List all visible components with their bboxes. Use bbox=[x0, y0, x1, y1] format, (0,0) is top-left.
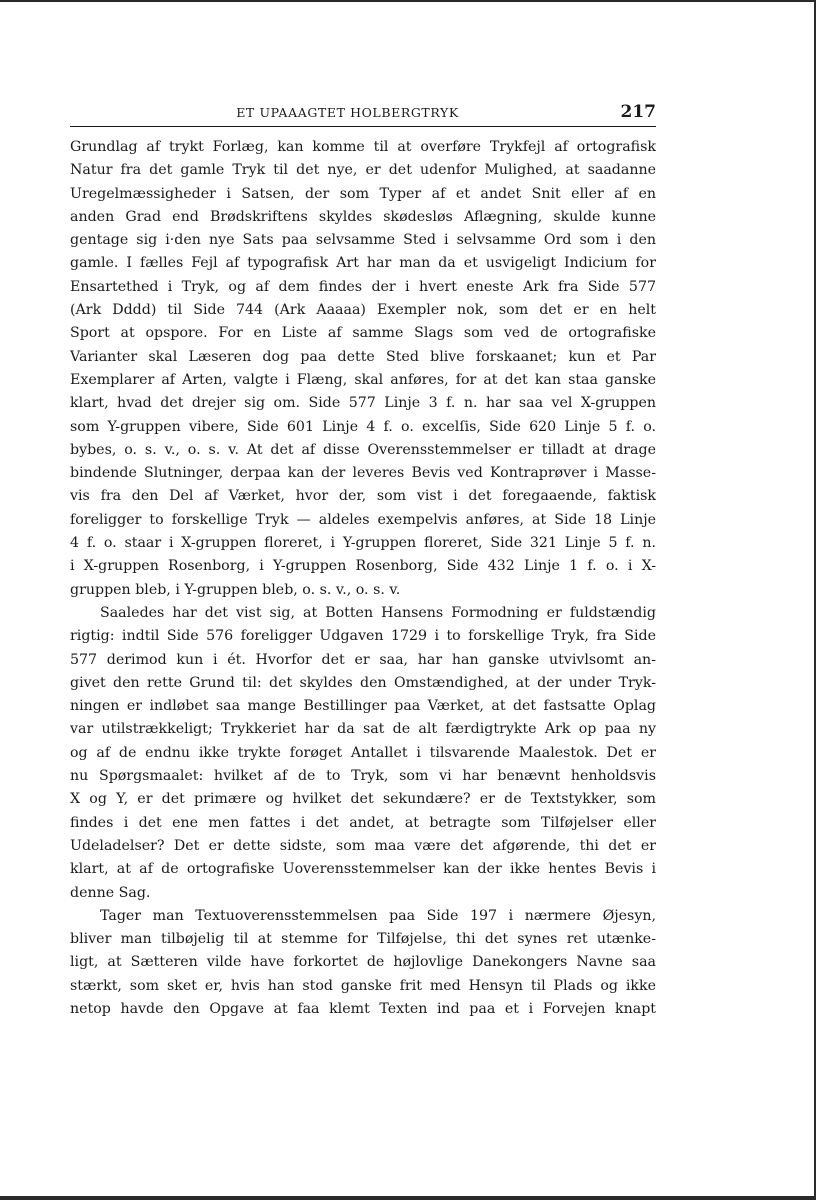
text-line: i X-gruppen Rosenborg, i Y-gruppen Rosenborg, Side 432 Linje 1 f. o. i X- bbox=[70, 558, 656, 575]
text-line: nu Spørgsmaalet: hvilket af de to Tryk, som vi har benævnt henholdsvis bbox=[70, 768, 656, 785]
text-line: og af de endnu ikke trykte forøget Antallet i tilsvarende Maalestok. Det er bbox=[70, 744, 656, 761]
text-line: klart, at af de ortografiske Uoverensstemmelser kan der ikke hentes Bevis i bbox=[70, 861, 656, 878]
text-line: anden Grad end Brødskriftens skyldes skødesløs Aflægning, skulde kunne bbox=[70, 208, 656, 225]
text-line: Ensartethed i Tryk, og af dem findes der i hvert eneste Ark fra Side 577 bbox=[70, 278, 656, 295]
text-line: denne Sag. bbox=[70, 884, 151, 901]
text-line: Uregelmæssigheder i Satsen, der som Typer af et andet Snit eller af en bbox=[70, 185, 656, 202]
text-line: stærkt, som sket er, hvis han stod ganske frit med Hensyn til Plads og ikke bbox=[70, 977, 656, 994]
text-line: netop havde den Opgave at faa klemt Texten ind paa et i Forvejen knapt bbox=[70, 1000, 656, 1017]
text-line: Natur fra det gamle Tryk til det nye, er det udenfor Mulighed, at saadanne bbox=[70, 162, 656, 179]
text-line: ligt, at Sætteren vilde have forkortet de højlovlige Danekongers Navne saa bbox=[70, 954, 656, 971]
text-line: som Y-gruppen vibere, Side 601 Linje 4 f. o. excelſis, Side 620 Linje 5 f. o. bbox=[70, 418, 656, 435]
text-line: gamle. I fælles Fejl af typografisk Art har man da et usvigeligt Indicium for bbox=[70, 255, 656, 272]
text-line: givet den rette Grund til: det skyldes den Omstændighed, at der under Tryk- bbox=[70, 674, 656, 691]
running-head bbox=[70, 104, 656, 127]
text-line: klart, hvad det drejer sig om. Side 577 Linje 3 f. n. har saa vel X-gruppen bbox=[70, 395, 656, 412]
text-line: ningen er indløbet saa mange Bestillinger paa Værket, at det fastsatte Oplag bbox=[70, 698, 656, 715]
text-line: (Ark Dddd) til Side 744 (Ark Aaaaa) Exempler nok, som det er en helt bbox=[70, 302, 656, 319]
text-line: 4 f. o. staar i X-gruppen floreret, i Y-gruppen floreret, Side 321 Linje 5 f. n. bbox=[70, 535, 656, 552]
text-line: Saaledes har det vist sig, at Botten Hansens Formodning er fuldstændig bbox=[100, 604, 656, 621]
text-line: Udeladelser? Det er dette sidste, som maa være det afgørende, thi det er bbox=[70, 837, 656, 854]
text-line: X og Y, er det primære og hvilket det sekundære? er de Textstykker, som bbox=[70, 791, 656, 808]
text-line: 577 derimod kun i ét. Hvorfor det er saa, har han ganske utvivlsomt an- bbox=[70, 651, 656, 668]
scan-edge-bottom bbox=[0, 1196, 816, 1200]
text-line: bybes, o. s. v., o. s. v. At det af disse Overensstemmelser er tilladt at drage bbox=[70, 441, 656, 458]
text-line: foreligger to forskellige Tryk — aldeles exempelvis anføres, at Side 18 Linje bbox=[70, 511, 656, 528]
text-line: vis fra den Del af Værket, hvor der, som vist i det foregaaende, faktisk bbox=[70, 488, 656, 505]
page-number: 217 bbox=[620, 102, 656, 122]
body-text bbox=[70, 136, 656, 1021]
text-line: bliver man tilbøjelig til at stemme for Tilføjelse, thi det synes ret utænke- bbox=[70, 931, 656, 948]
text-line: gentage sig i·den nye Sats paa selvsamme Sted i selvsamme Ord som i den bbox=[70, 232, 656, 249]
text-line: Grundlag af trykt Forlæg, kan komme til at overføre Trykfejl af ortografisk bbox=[70, 139, 656, 155]
text-line: Tager man Textuoverensstemmelsen paa Side 197 i nærmere Øjesyn, bbox=[100, 907, 656, 924]
text-line: Varianter skal Læseren dog paa dette Sted blive forskaanet; kun et Par bbox=[70, 348, 656, 365]
text-line: rigtig: indtil Side 576 foreligger Udgaven 1729 i to forskellige Tryk, fra Side bbox=[70, 628, 656, 645]
text-line: Exemplarer af Arten, valgte i Flæng, skal anføres, for at det kan staa ganske bbox=[70, 371, 656, 388]
text-line: gruppen bleb, i Y-gruppen bleb, o. s. v., o. s. v. bbox=[70, 581, 401, 598]
running-title: ET UPAAAGTET HOLBERGTRYK bbox=[236, 105, 459, 120]
scan-edge-top bbox=[0, 0, 816, 2]
text-line: findes i det ene men fattes i det andet, at betragte som Tilføjelser eller bbox=[70, 814, 656, 831]
text-line: Sport at opspore. For en Liste af samme Slags som ved de ortografiske bbox=[70, 325, 656, 342]
text-line: var utilstrækkeligt; Trykkeriet har da sat de alt færdigtrykte Ark op paa ny bbox=[70, 721, 656, 738]
text-line: bindende Slutninger, derpaa kan der leveres Bevis ved Kontraprøver i Masse- bbox=[70, 465, 656, 482]
